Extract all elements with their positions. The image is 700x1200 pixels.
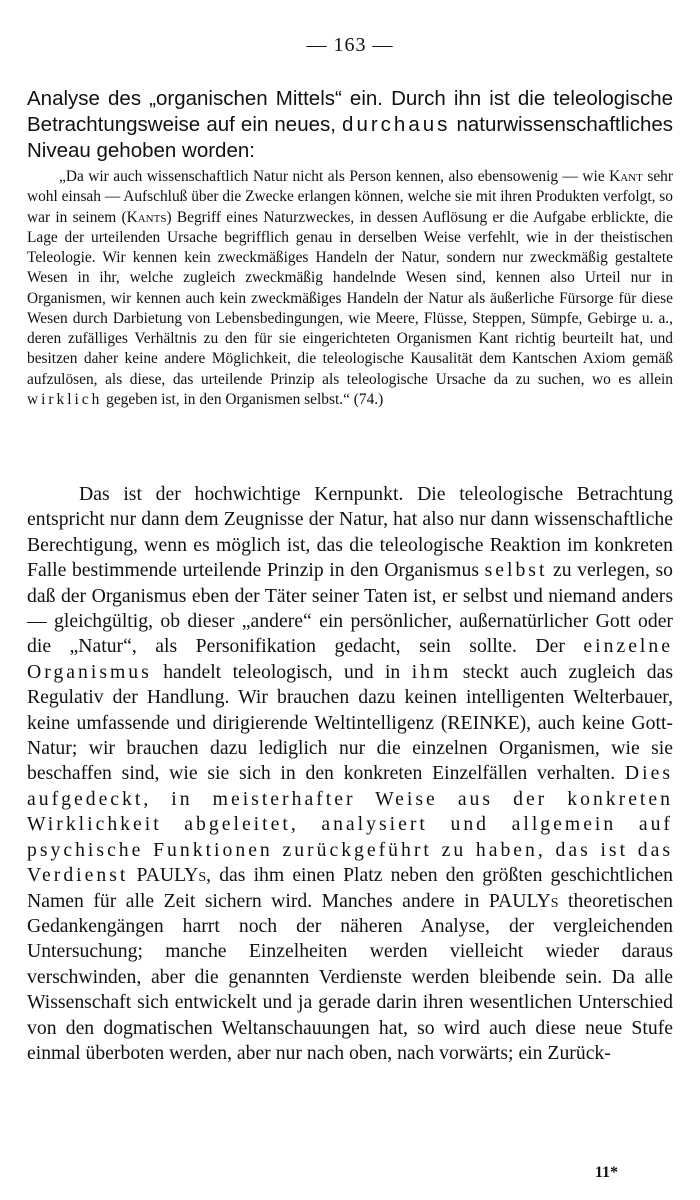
quote-text: ) Begriff eines Naturzweckes, in dessen Auflösung er die Aufgabe erblickte, die Lage der urteilenden Ursache begrifflich genau in derselben Weise verfehlt, wie in der theistischen Teleologie. Wir kennen kein zweckmäßiges Handeln der Natur, sondern nur zweckmäßig gestaltete Wesen in ihr, welche zugleich zweckmäßig handelnde Wesen sind, kennen also Urteil nur in Organismen, wir kennen auch kein zweckmäßiges Handeln der Natur als äußerliche Fürsorge für diese Wesen durch Darbietung von Lebensbedingungen, wie Meere, Flüsse, Steppen, Sümpfe, Gebirge u. a., deren zufälliges Verhältnis zu den für sie eingerichteten Organismen Kant richtig beurteilt hat, und besitzen daher keine andere Möglichkeit, die teleologische Kausalität dem Kantschen Axiom gemäß aufzulösen, als diese, das urteilende Prinzip als teleologische Ursache da zu suchen, wo es allein bbox=[27, 208, 673, 388]
intro-emphasis: durchaus bbox=[342, 113, 451, 136]
quote-emphasis: wirklich bbox=[27, 390, 103, 408]
intro-text-end: naturwissenschaftliches Niveau gehoben worden: bbox=[27, 113, 673, 162]
body-name-paulys-2: PAULYs bbox=[488, 889, 559, 912]
block-quote bbox=[27, 167, 673, 410]
quote-name-kants: Kants bbox=[126, 208, 167, 226]
intro-text: Analyse des „organischen Mittels“ ein. Durch ihn ist die teleologische Betrachtungsweise auf ein neues, bbox=[27, 87, 673, 136]
signature-mark: 11* bbox=[594, 1164, 618, 1181]
intro-paragraph bbox=[27, 86, 673, 164]
body-name-paulys: PAULYs bbox=[136, 864, 207, 887]
body-text: , das ihm einen Platz neben den größten geschichtlichen Namen für alle Zeit sichern wird. Manches andere in bbox=[27, 864, 673, 912]
body-paragraph bbox=[27, 482, 673, 1066]
body-text bbox=[128, 864, 136, 886]
body-emphasis-ihm: ihm bbox=[411, 660, 452, 683]
body-emphasis-selbst: selbst bbox=[484, 559, 548, 582]
body-emphasis-long: Dies aufgedeckt, in meisterhafter Weise aus der konkreten Wirklichkeit abgeleitet, analysiert und allgemein auf psychische Funktionen zurückgeführt zu haben, das ist das Verdienst bbox=[27, 762, 673, 887]
body-text: steckt auch zugleich das Regulativ der Handlung. Wir brauchen dazu keinen intelligenten Welterbauer, keine umfassende und dirigierende Weltintelligenz ( bbox=[27, 660, 673, 734]
body-text: ), auch keine Gott-Natur; wir brauchen dazu lediglich nur die einzelnen Organismen, wie sie beschaffen sind, wie sie sich in den konkreten Einzelfällen verhalten. bbox=[27, 711, 673, 785]
body-text: handelt teleologisch, und in bbox=[151, 660, 412, 683]
main-paragraph bbox=[27, 482, 673, 1066]
quote-text: sehr wohl einsah — Aufschluß über die Zwecke erlangen können, welche sie mit ihren Produkten verfolgt, so war in seinem ( bbox=[27, 168, 673, 226]
quote-text: „Da wir auch wissenschaftlich Natur nicht als Person kennen, also ebensowenig — wie bbox=[59, 168, 610, 185]
body-text: Das ist der hochwichtige Kernpunkt. Die teleologische Betrachtung entspricht nur dann dem Zeugnisse der Natur, hat also nur dann wissenschaftliche Berechtigung, wenn es möglich ist, das die teleologische Reaktion im konkreten Falle bestimmende urteilende Prinzip in den Organismus bbox=[27, 483, 673, 582]
body-text: zu verlegen, so daß der Organismus eben der Täter seiner Taten ist, er selbst und niemand anders — gleichgültig, ob dieser „andere“ ein persönlicher, außernatürlicher Gott oder die „Natur“, als Personifikation gedacht, sein sollte. Der bbox=[27, 559, 674, 658]
body-emphasis-einzelne: einzelne Organismus bbox=[27, 635, 673, 683]
quote-name-kant: Kant bbox=[609, 168, 643, 185]
quote-paragraph bbox=[27, 167, 673, 410]
body-text-end: theoretischen Gedankengängen harrt noch der näheren Analyse, der vergleichenden Untersuchung; manche Einzelheiten werden vielleicht wieder daraus verschwinden, aber die genannten Verdienste werden bleibende sein. Da alle Wissenschaft sich entwickelt und ja gerade darin ihren wesentlichen Unterschied von den dogmatischen Weltanschauungen hat, so wird auch diese neue Stufe einmal überboten werden, aber nur nach oben, nach vorwärts; ein Zurück- bbox=[27, 889, 673, 1064]
body-name-reinke: REINKE bbox=[447, 711, 520, 734]
page-number: — 163 — bbox=[306, 34, 394, 56]
quote-text-end: gegeben ist, in den Organismen selbst.“ (74.) bbox=[102, 390, 384, 408]
